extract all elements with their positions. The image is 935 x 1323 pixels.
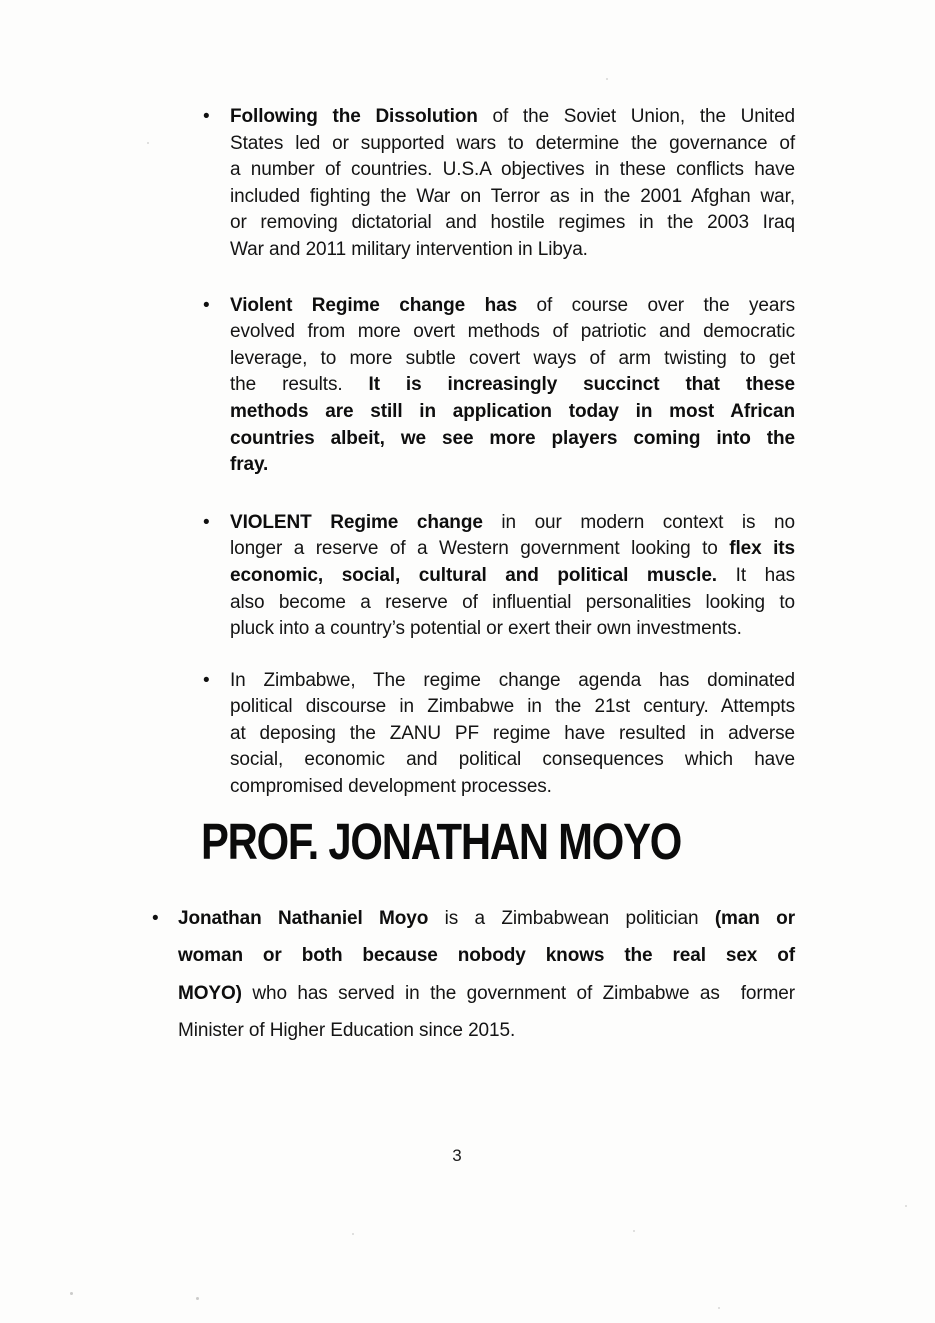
text-segment-bold: MOYO)	[178, 982, 242, 1004]
bullet-item	[203, 293, 795, 479]
text-line	[230, 210, 795, 237]
bullet-text	[230, 104, 795, 264]
bullet-marker-icon: •	[203, 294, 210, 316]
text-line	[230, 372, 795, 399]
text-line	[230, 774, 795, 801]
text-line	[230, 319, 795, 346]
scan-speck	[196, 1297, 199, 1300]
text-segment: is a Zimbabwean politician	[428, 908, 715, 929]
scan-speck	[718, 1307, 720, 1309]
text-line	[230, 616, 795, 643]
text-segment: a number of countries. U.S.A objectives in these conflicts have	[230, 159, 795, 181]
text-line	[230, 510, 795, 537]
bullet-marker-icon: •	[203, 669, 210, 691]
text-line	[230, 131, 795, 158]
text-line	[230, 104, 795, 131]
text-segment-bold: fray.	[230, 454, 269, 476]
text-line	[178, 937, 795, 974]
text-segment-bold: Violent Regime change has	[230, 294, 518, 316]
scan-speck	[606, 78, 608, 80]
section-heading: PROF. JONATHAN MOYO	[201, 813, 682, 870]
text-segment: the results.	[230, 374, 369, 396]
text-segment: compromised development processes.	[230, 776, 552, 798]
scan-speck	[147, 142, 149, 144]
bullet-item	[152, 900, 795, 1049]
text-segment-bold: VIOLENT Regime change	[230, 511, 483, 533]
bullet-item	[203, 510, 795, 643]
text-segment-bold: woman or both because nobody knows the real sex of	[178, 945, 795, 967]
text-segment-bold: flex its	[729, 538, 795, 560]
text-line	[230, 668, 795, 695]
text-line	[230, 237, 795, 264]
bullet-text	[230, 510, 795, 643]
bullet-item	[203, 668, 795, 801]
text-segment: In Zimbabwe, The regime change agenda has dominated	[230, 669, 795, 691]
text-segment: social, economic and political consequences which have	[230, 749, 795, 771]
text-segment: longer a reserve of a Western government looking to	[230, 538, 730, 560]
text-line	[230, 399, 795, 426]
text-segment: pluck into a country’s potential or exert their own investments.	[230, 618, 742, 640]
scan-speck	[905, 1205, 907, 1207]
text-line	[230, 721, 795, 748]
page-number: 3	[452, 1146, 462, 1165]
bullet-item	[203, 104, 795, 264]
text-segment: of course over the years	[517, 294, 795, 316]
text-segment-bold: methods are still in application today in most African	[230, 400, 795, 422]
text-segment: political discourse in Zimbabwe in the 21st century. Attempts	[230, 696, 795, 718]
text-line	[230, 563, 795, 590]
text-segment: who has served in the government of Zimbabwe as former	[241, 982, 795, 1004]
text-segment: in our modern context is no	[482, 511, 795, 533]
text-segment: at deposing the ZANU PF regime have resulted in adverse	[230, 722, 795, 744]
text-segment-bold: economic, social, cultural and political muscle.	[230, 564, 717, 586]
text-segment: War and 2011 military intervention in Libya.	[230, 238, 588, 260]
text-line	[178, 900, 795, 937]
text-line	[230, 157, 795, 184]
text-line	[230, 536, 795, 563]
text-segment: evolved from more overt methods of patriotic and democratic	[230, 321, 795, 343]
scan-speck	[70, 1292, 73, 1295]
text-line	[230, 694, 795, 721]
bio-bullet-container	[152, 900, 795, 1049]
text-line	[178, 1012, 795, 1049]
text-line	[230, 184, 795, 211]
bullet-marker-icon: •	[152, 908, 159, 929]
text-segment: leverage, to more subtle covert ways of arm twisting to get	[230, 347, 795, 369]
text-line	[230, 346, 795, 373]
text-line	[230, 590, 795, 617]
text-segment-bold: It is increasingly succinct that these	[368, 374, 795, 396]
text-segment-bold: Jonathan Nathaniel Moyo	[178, 908, 429, 929]
bullet-text	[230, 293, 795, 479]
text-segment: It has	[717, 564, 795, 586]
text-line	[178, 975, 795, 1012]
scan-speck	[633, 1230, 635, 1232]
text-line	[230, 293, 795, 320]
text-segment: Minister of Higher Education since 2015.	[178, 1019, 516, 1041]
text-line	[230, 426, 795, 453]
text-segment: or removing dictatorial and hostile regimes in the 2003 Iraq	[230, 212, 795, 234]
text-segment: included fighting the War on Terror as in the 2001 Afghan war,	[230, 185, 795, 207]
text-segment: States led or supported wars to determine the governance of	[230, 132, 795, 154]
bullet-marker-icon: •	[203, 106, 210, 127]
bullet-text	[178, 900, 795, 1049]
text-line	[230, 747, 795, 774]
bullet-marker-icon: •	[203, 511, 210, 533]
intro-bullets	[203, 104, 795, 801]
text-segment-bold: countries albeit, we see more players coming into the	[230, 427, 795, 449]
scan-speck	[352, 1233, 354, 1235]
text-segment: also become a reserve of influential personalities looking to	[230, 591, 795, 613]
text-segment-bold: Following the Dissolution	[230, 106, 478, 127]
text-segment: of the Soviet Union, the United	[477, 106, 796, 127]
text-segment-bold: (man or	[714, 908, 795, 929]
bullet-text	[230, 668, 795, 801]
text-line	[230, 452, 795, 479]
